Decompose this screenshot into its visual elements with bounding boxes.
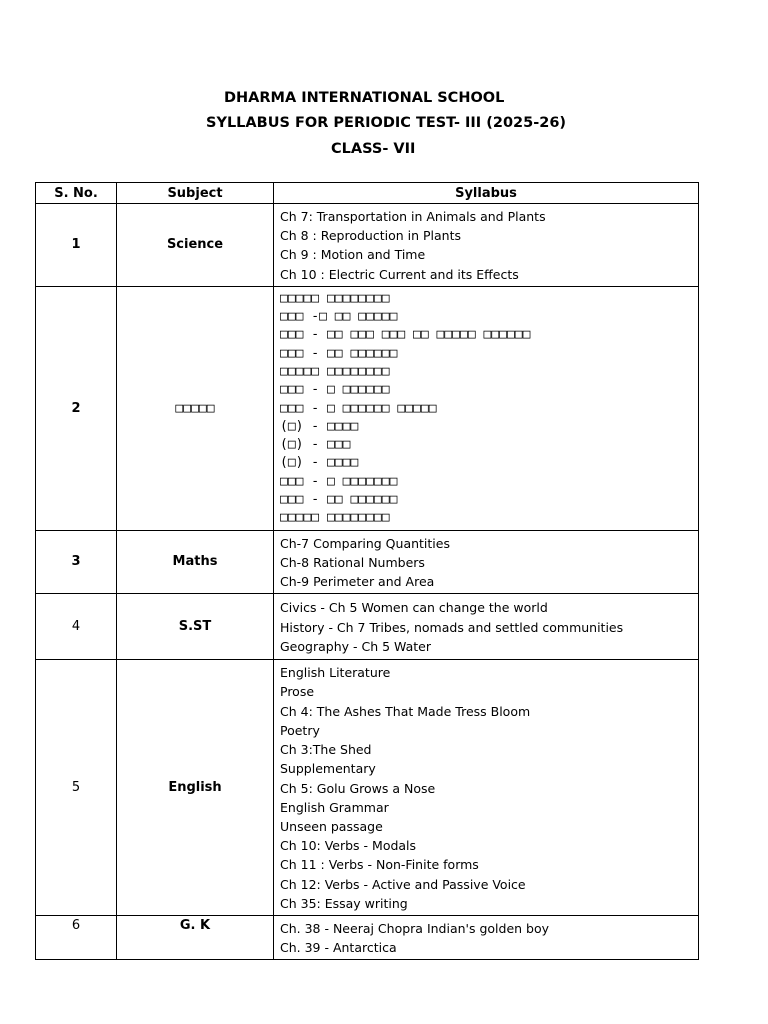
row-sno: 3 [36,530,117,594]
row-subject: English [117,660,274,916]
syllabus-line: Ch 9 : Motion and Time [280,247,426,263]
syllabus-line: Ch 5: Golu Grows a Nose [280,780,436,796]
syllabus-table [35,182,699,960]
row-syllabus [274,660,699,916]
syllabus-line: English Literature [280,665,391,681]
table-header-row [36,183,699,204]
syllabus-line: Ch 35: Essay writing [280,895,408,911]
syllabus-line: □□□ - □□ □□□ □□□ □□ □□□□□ □□□□□□ [280,327,531,343]
column-header-subject: Subject [117,183,274,204]
syllabus-line: Ch-8 Rational Numbers [280,554,425,570]
syllabus-line: Ch. 38 - Neeraj Chopra Indian's golden boy [280,920,550,936]
syllabus-line: Poetry [280,722,320,738]
row-subject: □□□□□ [117,286,274,530]
row-sno: 1 [36,204,117,287]
syllabus-line: Ch-7 Comparing Quantities [280,535,450,551]
syllabus-line: Ch 3:The Shed [280,742,372,758]
row-sno: 4 [36,594,117,660]
syllabus-line: Unseen passage [280,818,383,834]
row-subject: Maths [117,530,274,594]
row-syllabus [274,530,699,594]
syllabus-line: History - Ch 7 Tribes, nomads and settled communities [280,619,624,635]
row-sno: 6 [36,915,117,959]
school-name: DHARMA INTERNATIONAL SCHOOL [224,90,505,106]
row-subject: G. K [117,915,274,959]
table-row-sst [36,594,699,660]
column-header-sno: S. No. [36,183,117,204]
row-sno: 2 [36,286,117,530]
syllabus-line: □□□□□ □□□□□□□□ [280,364,390,379]
syllabus-line: Geography - Ch 5 Water [280,638,431,654]
syllabus-line: Ch 4: The Ashes That Made Tress Bloom [280,703,531,719]
row-syllabus [274,915,699,959]
syllabus-line: Ch 10 : Electric Current and its Effects [280,266,519,282]
syllabus-line: □□□ - □□ □□□□□□ [280,492,398,508]
class-label: CLASS- VII [331,141,416,157]
row-syllabus [274,286,699,530]
syllabus-line: Ch 7: Transportation in Animals and Plants [280,209,546,224]
syllabus-line: Ch 11 : Verbs - Non-Finite forms [280,857,479,873]
table-row-hindi [36,286,699,530]
syllabus-line: English Grammar [280,799,389,815]
syllabus-line: Ch 10: Verbs - Modals [280,838,417,854]
syllabus-line: Civics - Ch 5 Women can change the world [280,600,548,616]
syllabus-line: □□□ - □ □□□□□□ □□□□□ [280,400,437,416]
syllabus-line: Ch-9 Perimeter and Area [280,574,435,590]
syllabus-line: □□□ - □□ □□□□□□ [280,345,398,361]
document-title: SYLLABUS FOR PERIODIC TEST- III (2025-26) [206,115,567,131]
syllabus-line: Ch 8 : Reproduction in Plants [280,228,462,244]
syllabus-line: □□□ - □ □□□□□□□ [280,473,398,489]
syllabus-line: □□□□□ □□□□□□□□ [280,290,390,306]
row-syllabus [274,594,699,660]
syllabus-line: Ch. 39 - Antarctica [280,940,397,956]
table-row-maths [36,530,699,594]
column-header-syllabus: Syllabus [274,183,699,204]
syllabus-line: (□) - □□□□ [280,418,359,434]
row-subject: Science [117,204,274,287]
syllabus-line: □□□□□ □□□□□□□□ [280,510,390,526]
syllabus-line: (□) - □□□□ [280,455,359,471]
row-sno: 5 [36,660,117,916]
syllabus-line: (□) - □□□ [280,437,351,453]
syllabus-line: Ch 12: Verbs - Active and Passive Voice [280,876,526,892]
table-row-science [36,204,699,287]
table-row-english [36,660,699,916]
syllabus-line: Supplementary [280,761,376,777]
row-subject: S.ST [117,594,274,660]
row-syllabus [274,204,699,287]
syllabus-line: Prose [280,684,315,700]
syllabus-line: □□□ -□ □□ □□□□□ [280,309,398,325]
table-row-gk [36,915,699,959]
syllabus-line: □□□ - □ □□□□□□ [280,382,390,398]
